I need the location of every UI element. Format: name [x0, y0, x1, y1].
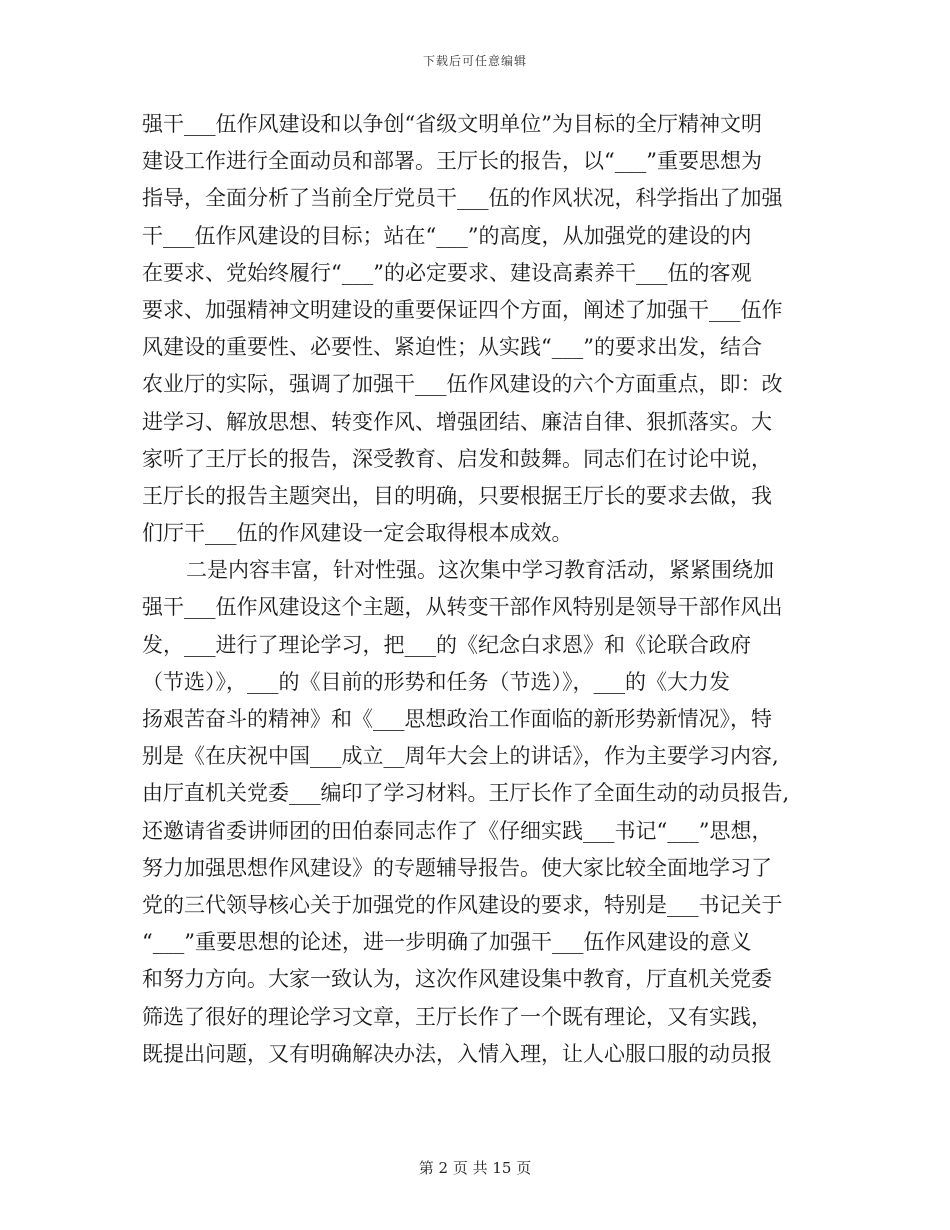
paragraph-start-line: 二是内容丰富，针对性强。这次集中学习教育活动，紧紧围绕加 [186, 558, 774, 583]
text-line-6: 要求、加强精神文明建设的重要保证四个方面，阐述了加强干___伍作 [142, 297, 783, 322]
text-line-20: 还邀请省委讲师团的田伯泰同志作了《仔细实践___书记“___”思想， [142, 818, 773, 843]
text-line-21: 努力加强思想作风建设》的专题辅导报告。使大家比较全面地学习了 [142, 855, 772, 880]
text-line-11: 王厅长的报告主题突出，目的明确，只要根据王厅长的要求去做，我 [142, 483, 772, 508]
text-line-12: 们厅干___伍的作风建设一定会取得根本成效。 [142, 521, 573, 546]
text-line-19: 由厅直机关党委___编印了学习材料。王厅长作了全面生动的动员报告, [142, 781, 790, 806]
text-line-26: 既提出问题，又有明确解决办法，入情入理，让人心服口服的动员报 [142, 1041, 772, 1066]
text-line-22: 党的三代领导核心关于加强党的作风建设的要求，特别是___书记关于 [142, 892, 783, 917]
document-body [142, 106, 826, 1073]
text-line-5: 在要求、党始终履行“___”的必定要求、建设高素养干___伍的客观 [142, 260, 752, 285]
text-line-24: 和努力方向。大家一致认为，这次作风建设集中教育，厅直机关党委 [142, 967, 772, 992]
text-line-15: 发，___进行了理论学习，把___的《纪念白求恩》和《论联合政府 [142, 632, 751, 657]
text-line-9: 进学习、解放思想、转变作风、增强团结、廉洁自律、狠抓落实。大 [142, 409, 772, 434]
text-line-1: 强干___伍作风建设和以争创“省级文明单位”为目标的全厅精神文明 [142, 112, 762, 136]
text-line-8: 农业厅的实际，强调了加强干___伍作风建设的六个方面重点，即：改 [142, 372, 783, 397]
text-line-18: 别是《在庆祝中国___成立__周年大会上的讲话》，作为主要学习内容, [142, 744, 779, 769]
text-line-25: 筛选了很好的理论学习文章，王厅长作了一个既有理论，又有实践， [142, 1004, 772, 1029]
page-header: 下载后可任意编辑 [422, 54, 527, 68]
text-line-23: “___”重要思想的论述，进一步明确了加强干___伍作风建设的意义 [142, 930, 752, 955]
text-line-3: 指导，全面分析了当前全厅党员干___伍的作风状况，科学指出了加强 [142, 186, 783, 211]
text-line-14: 强干___伍作风建设这个主题，从转变干部作风特别是领导干部作风出 [142, 595, 783, 620]
text-line-16: （节选）》，___的《目前的形势和任务（节选）》，___的《大力发 [142, 669, 730, 694]
text-line-4: 干___伍作风建设的目标；站在“___”的高度，从加强党的建设的内 [142, 223, 752, 248]
text-line-17: 扬艰苦奋斗的精神》和《___思想政治工作面临的新形势新情况》，特 [142, 707, 772, 731]
text-line-10: 家听了王厅长的报告，深受教育、启发和鼓舞。同志们在讨论中说， [142, 446, 772, 471]
text-line-2: 建设工作进行全面动员和部署。王厅长的报告，以“___”重要思想为 [142, 149, 762, 174]
text-line-7: 风建设的重要性、必要性、紧迫性；从实践“___”的要求出发，结合 [142, 335, 762, 360]
page-number: 第 2 页 共 15 页 [418, 1159, 532, 1177]
